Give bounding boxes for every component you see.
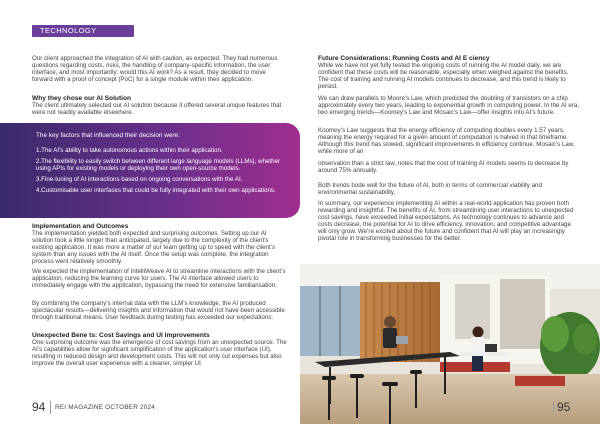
combining-paragraph: By combining the company’s internal data with the LLM’s knowledge, the AI produced spectacular results—delivering insights and information that would not have been accessible through traditional means. User feedback during testing has exceeded our expectations.: [32, 300, 285, 322]
unexpected-heading: Unexpected Bene ts: Cost Savings and UI Improvements: [32, 332, 210, 339]
magazine-title: REI MAGAZINE OCTOBER 2024: [55, 404, 156, 411]
koomey-paragraph: Koomey’s Law suggests that the energy efficiency of computing doubles every 1.57 years, meaning the energy required for a given amount of computation is halved in that timeframe. Although this trend has slowed, significant improvements in efficiency continue. Mosaic’s Law, while more of an: [318, 127, 575, 156]
office-photo: [300, 264, 600, 424]
callout-intro: The key factors that influenced their decision were:: [36, 132, 180, 139]
implementation-paragraph: The implementation yielded both expected and surprising outcomes. Setting up our AI solution took a little longer than anticipated, largely due to the complexity of the client’s existing application. It was more a matter of our team getting up to speed with the client’s system than any issues with the AI itself. Once the setup was complete, the integration process went relatively smoothly.: [32, 230, 276, 266]
observation-paragraph: observation than a strict law, notes that the cost of training AI models seems to decrease by around 75% annually.: [318, 160, 569, 175]
both-trends-paragraph: Both trends bode well for the future of AI, both in terms of commercial viability and environmental sustainability.: [318, 182, 542, 197]
office-photo-illustration: [300, 264, 600, 424]
key-factors-callout: [0, 123, 300, 218]
key-factor-item: 3.Fine-tuning of AI interactions based on ongoing conversations with the AI.: [36, 176, 243, 184]
footer-divider: [50, 401, 51, 414]
summary-paragraph: In summary, our experience implementing AI within a real-world application has proven both rewarding and insightful. The benefits of AI, from streamlining user interactions to unexpected cost savings, have exceeded initial expectations. As technology continues to advance and costs decrease, the potential for AI to drive efficiency, innovation, and competitive advantage will only grow. We’re excited about the future and confident that AI will play an increasingly pivotal role in transforming businesses for the better.: [318, 200, 574, 243]
page-number-left: 94: [32, 400, 46, 414]
section-tag: TECHNOLOGY: [32, 25, 134, 37]
right-page: [300, 0, 600, 424]
footer-divider-right: [553, 401, 554, 414]
key-factor-item: 1.The AI’s ability to take autonomous actions within their application.: [36, 147, 223, 154]
moore-paragraph: We can draw parallels to Moore’s Law, which predicted the doubling of transistors on a chip approximately every two years, leading to exponential growth in computing power. In the AI era, two emerging trends—Koomey’s Law and Mosaic’s Law—offer insights into AI’s future.: [318, 95, 580, 117]
key-factors-list: [36, 147, 286, 198]
why-paragraph: The client ultimately selected our AI solution because it offered several unique features that were not readily available elsewhere.: [32, 102, 282, 117]
future-heading: Future Considerations: Running Costs and AI E ciency: [318, 55, 490, 62]
implementation-heading: Implementation and Outcomes: [32, 223, 129, 230]
why-heading: Why they chose our AI Solution: [32, 95, 132, 102]
unexpected-paragraph: One surprising outcome was the emergence of cost savings from an unexpected source. The AI’s capabilities allow for significant simplification of the application’s user interface (UI), resulting in reduced design and development costs. This will not only cut expenses but also improve the overall user experience with a cleaner, simpler UI.: [32, 339, 287, 368]
page-number-right: 95: [557, 400, 571, 414]
expected-paragraph: We expected the implementation of IntelliWeave AI to streamline interactions with the client’s application, reducing the learning curve for users. The AI interface allowed users to immediately engage with the application, bypassing the need for extensive familiarisation.: [32, 268, 286, 290]
key-factor-item: 4.Customisable user interfaces that could be fully integrated with their own applications.: [36, 187, 276, 195]
future-paragraph: While we have not yet fully tested the ongoing costs of running the AI model daily, we are confident that these costs will be reasonable, especially when weighed against the benefits. The cost of training and running AI models continues to decrease, and this trend is likely to persist.: [318, 62, 569, 91]
intro-paragraph: Our client approached the integration of AI with caution, as expected. They had numerous questions regarding costs, risks, the handling of company-specific information, the user interface, and most importantly: would this AI work? As a result, they decided to move forward with a proof of concept (PoC) for a single module within their application.: [32, 55, 278, 84]
key-factor-item: 2.The flexibility to easily switch between different large language models (LLMs), whether using APIs for existing models or deploying their own open-source models.: [36, 158, 281, 173]
